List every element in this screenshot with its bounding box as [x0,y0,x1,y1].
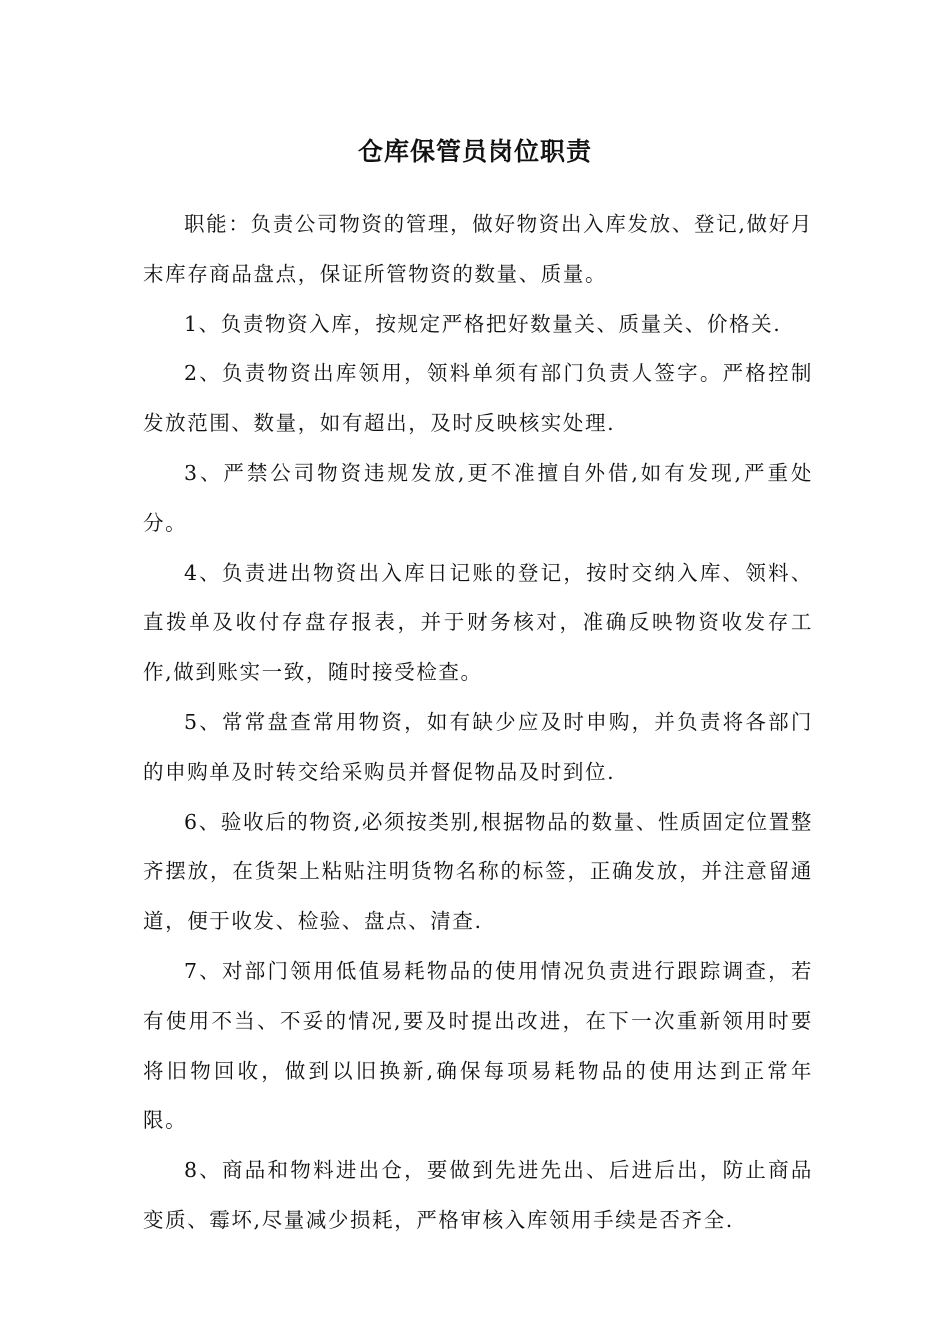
document-title: 仓库保管员岗位职责 [357,137,592,166]
paragraph-item-1: 1、负责物资入库，按规定严格把好数量关、质量关、价格关. [184,311,782,336]
paragraph-item-6: 6、验收后的物资,必须按类别,根据物品的数量、性质固定位置整齐摆放，在货架上粘贴注明货物名称的标签，正确发放，并注意留通道，便于收发、检验、盘点、清查. [143,809,813,934]
document-body [143,200,813,1246]
paragraph-item-8: 8、商品和物料进出仓，要做到先进先出、后进后出，防止商品变质、霉坏,尽量减少损耗，严格审核入库领用手续是否齐全. [143,1158,813,1232]
paragraph-item-4: 4、负责进出物资出入库日记账的登记，按时交纳入库、领料、直拨单及收付存盘存报表，并于财务核对，准确反映物资收发存工作,做到账实一致，随时接受检查。 [143,560,813,685]
paragraph-item-2: 2、负责物资出库领用，领料单须有部门负责人签字。严格控制发放范围、数量，如有超出，及时反映核实处理. [143,361,813,436]
paragraph-item-5: 5、常常盘查常用物资，如有缺少应及时申购，并负责将各部门的申购单及时转交给采购员并督促物品及时到位. [143,709,813,784]
paragraph-item-3: 3、严禁公司物资违规发放,更不准擅自外借,如有发现,严重处分。 [143,460,813,535]
paragraph-duty-summary: 职能：负责公司物资的管理，做好物资出入库发放、登记,做好月末库存商品盘点，保证所管物资的数量、质量。 [143,212,813,286]
paragraph-item-7: 7、对部门领用低值易耗物品的使用情况负责进行跟踪调查，若有使用不当、不妥的情况,要及时提出改进，在下一次重新领用时要将旧物回收，做到以旧换新,确保每项易耗物品的使用达到正常年限。 [143,958,813,1133]
